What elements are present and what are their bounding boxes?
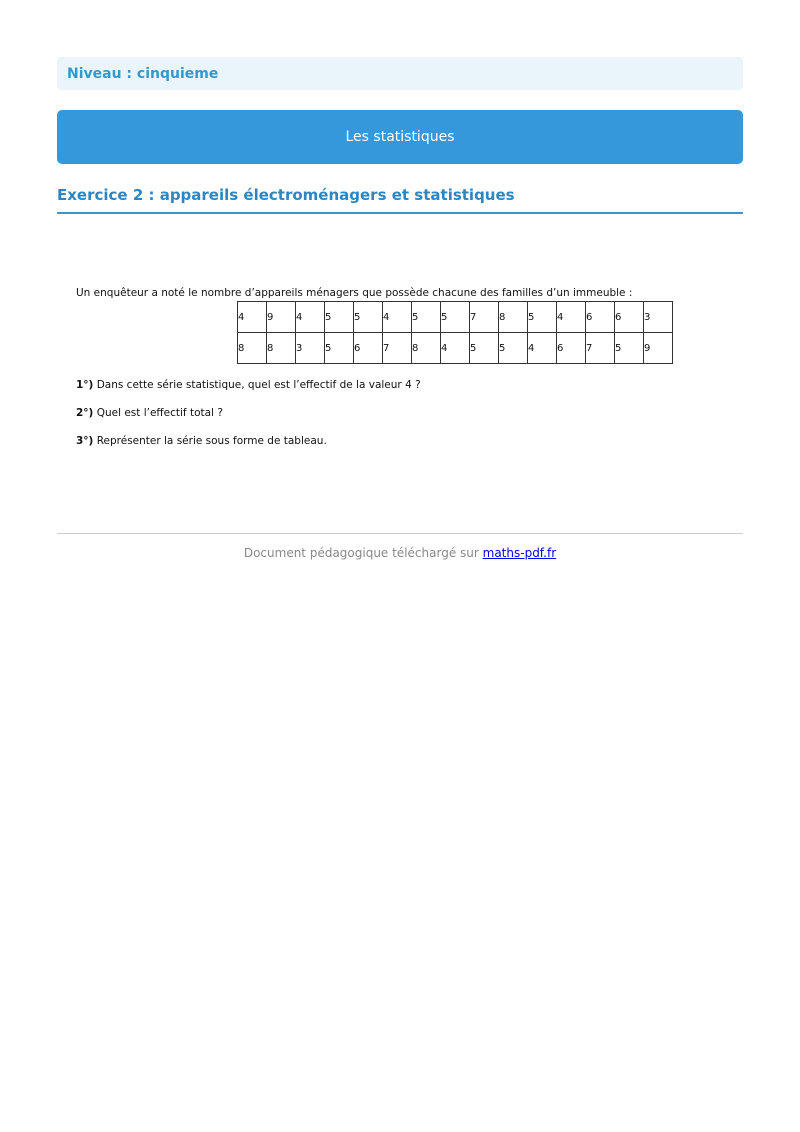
table-cell: 5 [499,333,528,364]
table-cell: 3 [644,302,673,333]
question-3-number: 3°) [76,435,94,447]
topic-title: Les statistiques [345,129,455,145]
table-row [238,302,673,333]
table-cell: 8 [499,302,528,333]
table-cell: 5 [441,302,470,333]
table-cell: 4 [238,302,267,333]
level-box [57,57,743,90]
exercise-intro: Un enquêteur a noté le nombre d’appareils ménagers que possède chacune des familles d’un immeuble : [76,287,633,299]
table-cell: 5 [528,302,557,333]
table-cell: 4 [528,333,557,364]
table-row [238,333,673,364]
table-cell: 7 [383,333,412,364]
table-cell: 5 [615,333,644,364]
table-cell: 9 [644,333,673,364]
question-3 [76,435,327,447]
footer-divider [57,533,743,534]
question-3-text: Représenter la série sous forme de tableau. [93,435,327,447]
table-cell: 6 [557,333,586,364]
table-cell: 5 [412,302,441,333]
table-cell: 3 [296,333,325,364]
table-cell: 5 [470,333,499,364]
table-cell: 5 [325,302,354,333]
table-cell: 6 [354,333,383,364]
table-cell: 6 [586,302,615,333]
question-1 [76,379,421,391]
question-1-number: 1°) [76,379,94,391]
footer [57,546,743,560]
question-1-text: Dans cette série statistique, quel est l’effectif de la valeur 4 ? [93,379,421,391]
level-label: Niveau : cinquieme [67,65,219,82]
table-cell: 4 [383,302,412,333]
table-cell: 7 [470,302,499,333]
table-cell: 5 [325,333,354,364]
topic-banner [57,110,743,164]
table-cell: 8 [412,333,441,364]
table-cell: 8 [267,333,296,364]
question-2-text: Quel est l’effectif total ? [93,407,223,419]
footer-text: Document pédagogique téléchargé sur [243,546,483,560]
table-cell: 8 [238,333,267,364]
data-table [237,301,673,364]
question-2-number: 2°) [76,407,94,419]
table-cell: 6 [615,302,644,333]
exercise-title: Exercice 2 : appareils électroménagers et statistiques [57,185,743,214]
table-cell: 4 [557,302,586,333]
footer-link[interactable]: maths-pdf.fr [482,546,557,560]
table-cell: 4 [441,333,470,364]
table-cell: 7 [586,333,615,364]
question-2 [76,407,223,419]
table-cell: 4 [296,302,325,333]
table-cell: 5 [354,302,383,333]
table-cell: 9 [267,302,296,333]
